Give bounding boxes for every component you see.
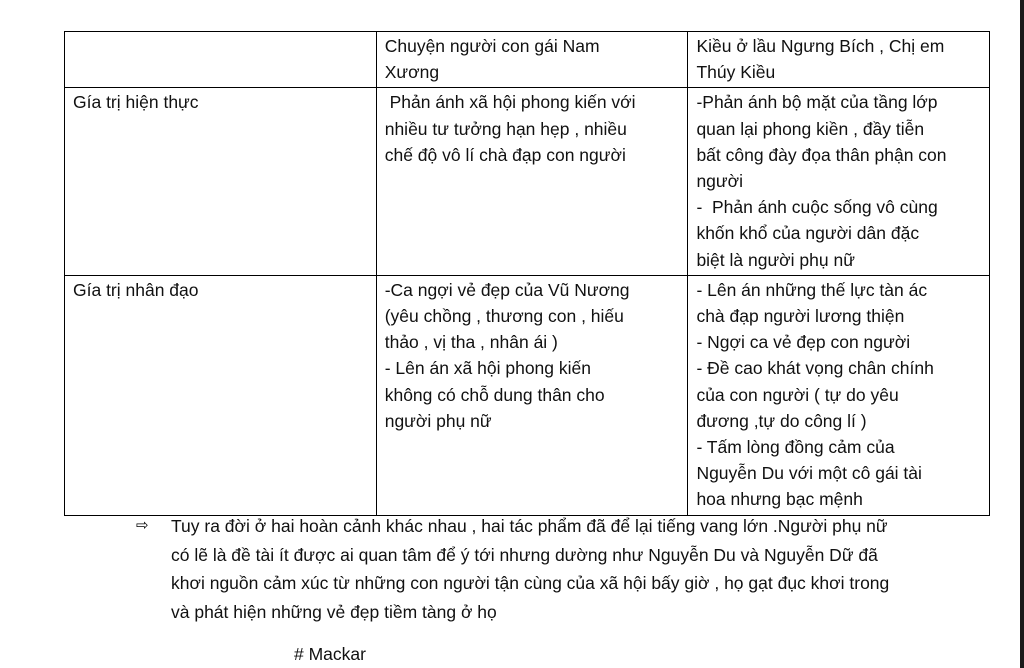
cell-text-line: bất công đày đọa thân phận con (696, 144, 947, 165)
cell-text-line: nhiều tư tưởng hạn hẹp , nhiều (384, 118, 627, 139)
page-edge-shadow (1020, 0, 1024, 668)
cell-text-line: Phản ánh xã hội phong kiến với (384, 92, 636, 113)
arrow-bullet-icon: ⇨ (136, 516, 149, 534)
table-row-gia-tri-hien-thuc (65, 88, 990, 275)
cell-text-line: -Phản ánh bộ mặt của tầng lớp (696, 92, 938, 113)
author-signature: # Mackar (294, 644, 366, 664)
cell-text-line: - Đề cao khát vọng chân chính (696, 358, 934, 379)
cell-text-line: Nguyễn Du với một cô gái tài (696, 463, 922, 484)
conclusion-line: khơi nguồn cảm xúc từ những con người tận cùng của xã hội bấy giờ , họ gạt đục khơi trong (171, 573, 890, 593)
row-label-nhan-dao (65, 275, 377, 515)
conclusion-line: có lẽ là đề tài ít được ai quan tâm để ý tới nhưng dường như Nguyễn Du và Nguyễn Dữ đã (171, 544, 878, 565)
cell-text-line: - Lên án xã hội phong kiến (384, 358, 591, 379)
table-header-row (65, 32, 990, 88)
cell-hien-thuc-nam-xuong (376, 88, 688, 275)
header-text-line: Kiều ở lầu Ngưng Bích , Chị em (696, 36, 945, 56)
header-text-line: Thúy Kiều (696, 62, 776, 83)
cell-text-line: - Ngợi ca vẻ đẹp con người (696, 332, 911, 353)
conclusion-line: Tuy ra đời ở hai hoàn cảnh khác nhau , hai tác phẩm đã để lại tiếng vang lớn .Người phụ nữ (171, 516, 888, 536)
row-label-text: Gía trị hiện thực (73, 92, 199, 113)
table-row-gia-tri-nhan-dao (65, 275, 990, 515)
header-cell-kieu (688, 32, 990, 88)
cell-text-line: - Tấm lòng đồng cảm của (696, 437, 895, 458)
header-text-line: Xương (384, 62, 440, 83)
cell-nhan-dao-kieu (688, 275, 990, 515)
cell-text-line: -Ca ngợi vẻ đẹp của Vũ Nương (384, 279, 630, 300)
header-cell-nam-xuong (376, 32, 688, 88)
cell-text-line: - Phản ánh cuộc sống vô cùng (696, 197, 938, 218)
cell-text-line: không có chỗ dung thân cho (384, 384, 605, 405)
cell-hien-thuc-kieu (688, 88, 990, 275)
comparison-table (64, 31, 990, 516)
cell-text-line: quan lại phong kiền , đầy tiễn (696, 118, 925, 139)
cell-text-line: của con người ( tự do yêu (696, 384, 899, 405)
conclusion-text (171, 512, 889, 626)
cell-nhan-dao-nam-xuong (376, 275, 688, 515)
conclusion-line: và phát hiện những vẻ đẹp tiềm tàng ở họ (171, 601, 497, 622)
cell-text-line: chà đạp người lương thiện (696, 306, 905, 327)
cell-text-line: người (696, 171, 743, 192)
cell-text-line: (yêu chồng , thương con , hiếu (384, 306, 624, 327)
cell-text-line: thảo , vị tha , nhân ái ) (384, 332, 558, 353)
row-label-text: Gía trị nhân đạo (73, 279, 199, 300)
cell-text-line: - Lên án những thế lực tàn ác (696, 279, 928, 300)
cell-text-line: chế độ vô lí chà đạp con người (384, 144, 626, 165)
row-label-hien-thuc (65, 88, 377, 275)
cell-text-line: biệt là người phụ nữ (696, 249, 855, 270)
cell-text-line: khốn khổ của người dân đặc (696, 223, 920, 244)
cell-text-line: người phụ nữ (384, 410, 492, 431)
header-cell-empty (65, 32, 377, 88)
cell-text-line: đương ,tự do công lí ) (696, 410, 867, 431)
cell-text-line: hoa nhưng bạc mệnh (696, 489, 863, 510)
header-text-line: Chuyện người con gái Nam (384, 36, 600, 56)
